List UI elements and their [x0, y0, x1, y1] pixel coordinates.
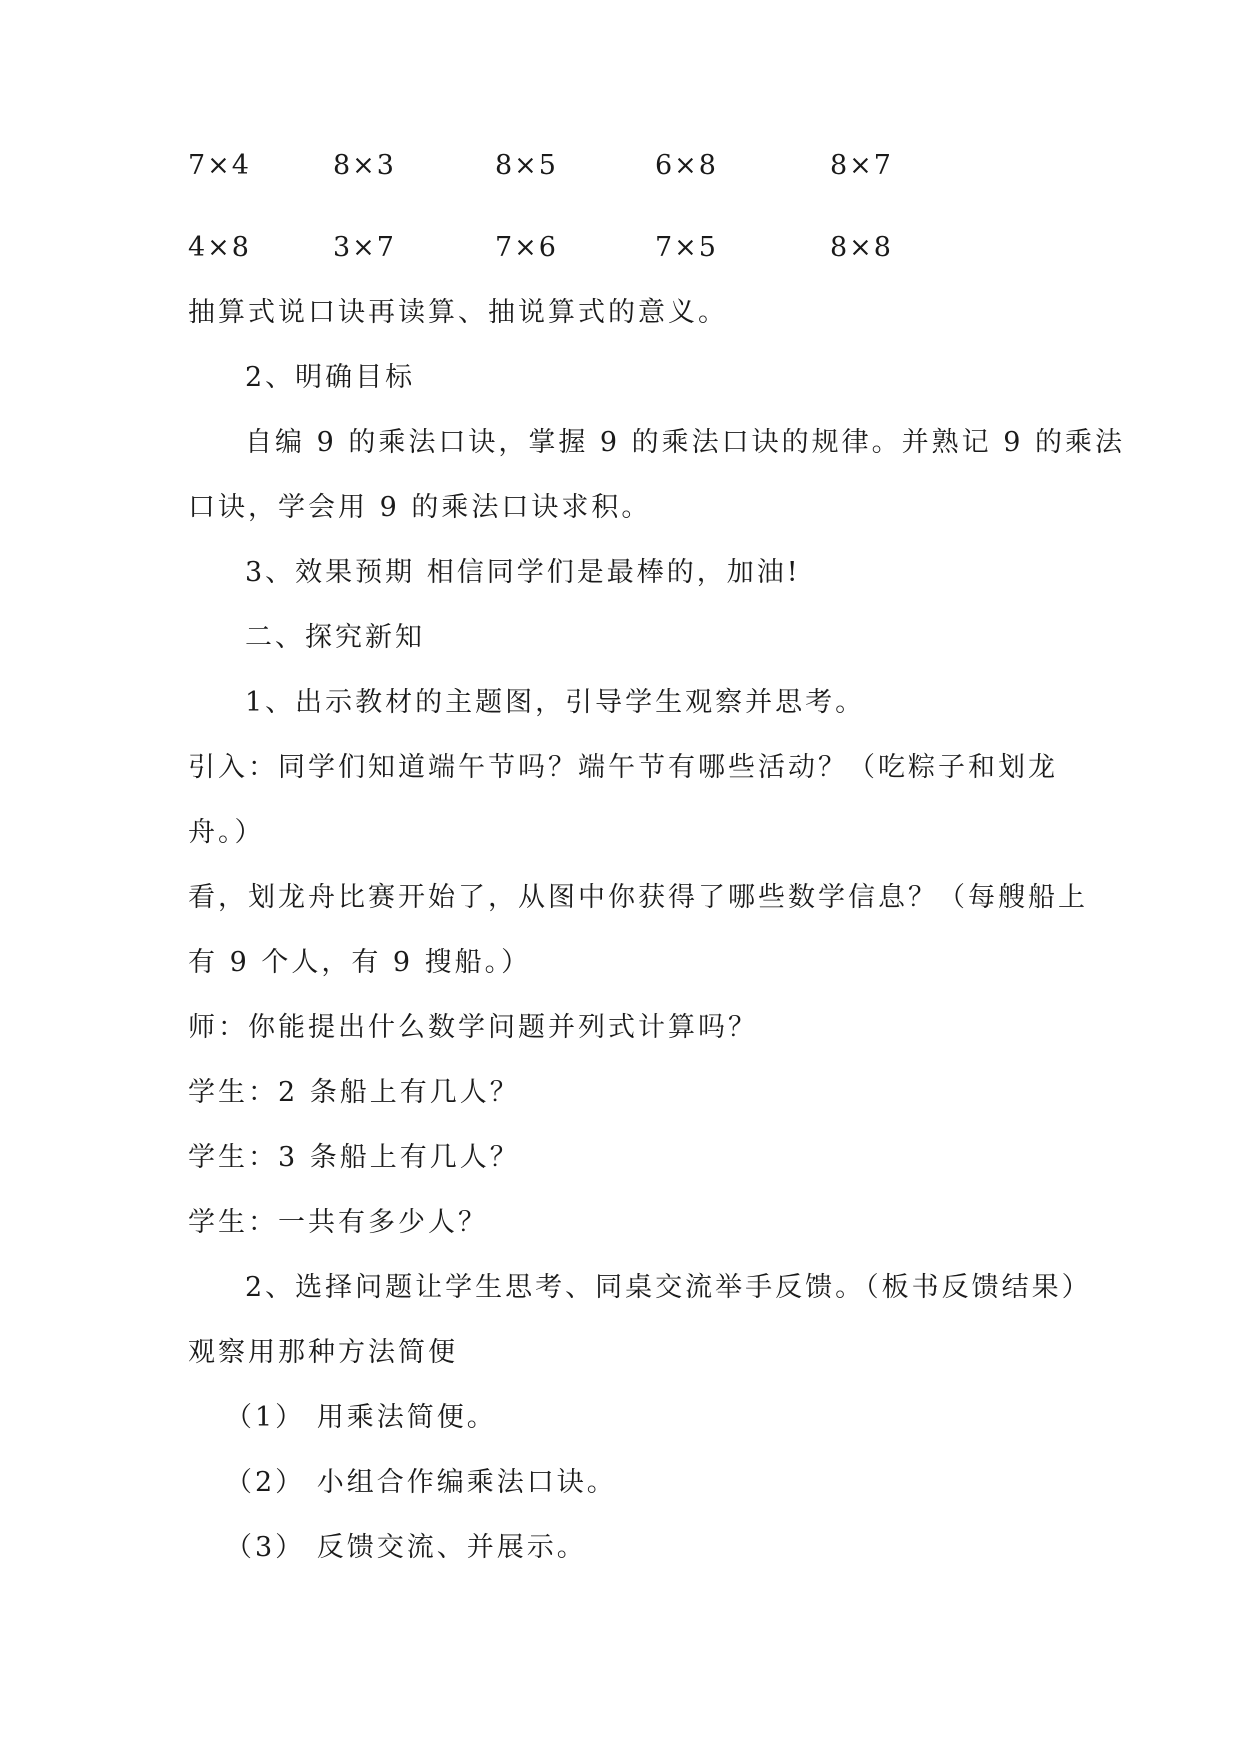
paragraph-line: 口诀，学会用 9 的乘法口诀求积。 — [188, 492, 652, 523]
expression-cell: 8×7 — [830, 150, 893, 181]
paragraph-line: 有 9 个人，有 9 搜船。） — [188, 947, 532, 978]
section-heading: 2、明确目标 — [245, 362, 416, 393]
expression-cell: 8×3 — [333, 150, 396, 181]
list-item: （1） 用乘法简便。 — [225, 1402, 497, 1433]
expression-cell: 4×8 — [188, 232, 251, 263]
expression-cell: 7×6 — [495, 232, 558, 263]
paragraph-line: 观察用那种方法简便 — [188, 1337, 458, 1368]
expression-cell: 7×5 — [655, 232, 718, 263]
paragraph-line: 抽算式说口诀再读算、抽说算式的意义。 — [188, 297, 728, 328]
paragraph-line: 师：你能提出什么数学问题并列式计算吗？ — [188, 1012, 758, 1043]
section-heading: 二、探究新知 — [245, 622, 425, 653]
paragraph-line: 学生：一共有多少人？ — [188, 1207, 488, 1238]
paragraph-line: 学生：2 条船上有几人？ — [188, 1077, 520, 1108]
section-heading: 2、选择问题让学生思考、同桌交流举手反馈。（板书反馈结果） — [245, 1272, 1092, 1303]
expression-cell: 8×5 — [495, 150, 558, 181]
paragraph-line: 引入：同学们知道端午节吗？端午节有哪些活动？（吃粽子和划龙 — [188, 752, 1058, 783]
section-heading: 3、效果预期 相信同学们是最棒的，加油! — [245, 557, 801, 588]
paragraph-line: 自编 9 的乘法口诀，掌握 9 的乘法口诀的规律。并熟记 9 的乘法 — [245, 427, 1126, 458]
expression-cell: 7×4 — [188, 150, 251, 181]
paragraph-line: 看，划龙舟比赛开始了，从图中你获得了哪些数学信息？（每艘船上 — [188, 882, 1088, 913]
expression-cell: 8×8 — [830, 232, 893, 263]
section-heading: 1、出示教材的主题图，引导学生观察并思考。 — [245, 687, 866, 718]
list-item: （2） 小组合作编乘法口诀。 — [225, 1467, 617, 1498]
expression-cell: 6×8 — [655, 150, 718, 181]
paragraph-line: 学生：3 条船上有几人？ — [188, 1142, 520, 1173]
paragraph-line: 舟。） — [188, 817, 265, 848]
expression-cell: 3×7 — [333, 232, 396, 263]
list-item: （3） 反馈交流、并展示。 — [225, 1532, 587, 1563]
